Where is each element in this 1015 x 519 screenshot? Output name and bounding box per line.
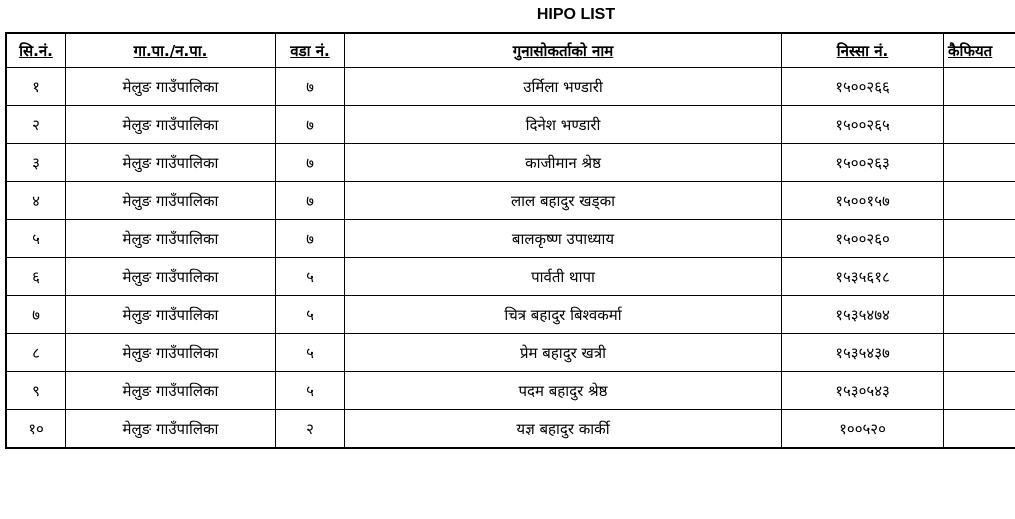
cell-sn: ६ bbox=[6, 258, 66, 296]
cell-name: पार्वती थापा bbox=[345, 258, 782, 296]
cell-sn: ८ bbox=[6, 334, 66, 372]
cell-name: लाल बहादुर खड्का bbox=[345, 182, 782, 220]
header-row bbox=[6, 33, 1015, 68]
header-name: गुनासोकर्ताको नाम bbox=[345, 33, 782, 68]
cell-municipality: मेलुङ गाउँपालिका bbox=[66, 258, 276, 296]
cell-sn: ७ bbox=[6, 296, 66, 334]
cell-remarks bbox=[944, 220, 1015, 258]
table-row bbox=[6, 334, 1015, 372]
header-municipality: गा.पा./न.पा. bbox=[66, 33, 276, 68]
cell-municipality: मेलुङ गाउँपालिका bbox=[66, 106, 276, 144]
cell-municipality: मेलुङ गाउँपालिका bbox=[66, 220, 276, 258]
cell-certificate: १५००२६० bbox=[782, 220, 944, 258]
cell-certificate: १५००२६५ bbox=[782, 106, 944, 144]
cell-remarks bbox=[944, 106, 1015, 144]
cell-name: प्रेम बहादुर खत्री bbox=[345, 334, 782, 372]
cell-ward: ५ bbox=[276, 334, 345, 372]
cell-remarks bbox=[944, 334, 1015, 372]
cell-ward: ५ bbox=[276, 296, 345, 334]
cell-municipality: मेलुङ गाउँपालिका bbox=[66, 68, 276, 106]
cell-certificate: १५३५६१८ bbox=[782, 258, 944, 296]
cell-certificate: १५३५४३७ bbox=[782, 334, 944, 372]
cell-municipality: मेलुङ गाउँपालिका bbox=[66, 296, 276, 334]
cell-remarks bbox=[944, 372, 1015, 410]
cell-municipality: मेलुङ गाउँपालिका bbox=[66, 372, 276, 410]
cell-name: पदम बहादुर श्रेष्ठ bbox=[345, 372, 782, 410]
header-ward: वडा नं. bbox=[276, 33, 345, 68]
cell-certificate: १५३०५४३ bbox=[782, 372, 944, 410]
cell-ward: ७ bbox=[276, 144, 345, 182]
table-row bbox=[6, 106, 1015, 144]
header-remarks: कैफियत bbox=[944, 33, 1015, 68]
header-certificate: निस्सा नं. bbox=[782, 33, 944, 68]
cell-name: दिनेश भण्डारी bbox=[345, 106, 782, 144]
hipo-table bbox=[5, 32, 1015, 449]
cell-sn: १ bbox=[6, 68, 66, 106]
table-row bbox=[6, 372, 1015, 410]
cell-sn: ३ bbox=[6, 144, 66, 182]
cell-sn: २ bbox=[6, 106, 66, 144]
cell-ward: ७ bbox=[276, 106, 345, 144]
cell-certificate: १५००२६६ bbox=[782, 68, 944, 106]
header-sn: सि.नं. bbox=[6, 33, 66, 68]
cell-remarks bbox=[944, 68, 1015, 106]
table-row bbox=[6, 220, 1015, 258]
cell-municipality: मेलुङ गाउँपालिका bbox=[66, 182, 276, 220]
cell-remarks bbox=[944, 410, 1015, 449]
cell-sn: ५ bbox=[6, 220, 66, 258]
cell-ward: ७ bbox=[276, 182, 345, 220]
cell-ward: ५ bbox=[276, 258, 345, 296]
cell-ward: २ bbox=[276, 410, 345, 449]
cell-ward: ७ bbox=[276, 220, 345, 258]
cell-certificate: १५००२६३ bbox=[782, 144, 944, 182]
table-row bbox=[6, 68, 1015, 106]
cell-municipality: मेलुङ गाउँपालिका bbox=[66, 410, 276, 449]
cell-remarks bbox=[944, 144, 1015, 182]
cell-ward: ७ bbox=[276, 68, 345, 106]
page-title: HIPO LIST bbox=[536, 6, 616, 23]
table-row bbox=[6, 296, 1015, 334]
cell-name: यज्ञ बहादुर कार्की bbox=[345, 410, 782, 449]
cell-sn: ४ bbox=[6, 182, 66, 220]
table-row bbox=[6, 144, 1015, 182]
cell-remarks bbox=[944, 182, 1015, 220]
cell-ward: ५ bbox=[276, 372, 345, 410]
cell-name: बालकृष्ण उपाध्याय bbox=[345, 220, 782, 258]
cell-municipality: मेलुङ गाउँपालिका bbox=[66, 144, 276, 182]
cell-sn: ९ bbox=[6, 372, 66, 410]
cell-name: काजीमान श्रेष्ठ bbox=[345, 144, 782, 182]
cell-sn: १० bbox=[6, 410, 66, 449]
cell-municipality: मेलुङ गाउँपालिका bbox=[66, 334, 276, 372]
table-row bbox=[6, 258, 1015, 296]
cell-name: उर्मिला भण्डारी bbox=[345, 68, 782, 106]
cell-certificate: १५००१५७ bbox=[782, 182, 944, 220]
cell-remarks bbox=[944, 296, 1015, 334]
cell-name: चित्र बहादुर बिश्वकर्मा bbox=[345, 296, 782, 334]
table-row bbox=[6, 410, 1015, 449]
cell-certificate: १००५२० bbox=[782, 410, 944, 449]
cell-certificate: १५३५४७४ bbox=[782, 296, 944, 334]
cell-remarks bbox=[944, 258, 1015, 296]
table-row bbox=[6, 182, 1015, 220]
